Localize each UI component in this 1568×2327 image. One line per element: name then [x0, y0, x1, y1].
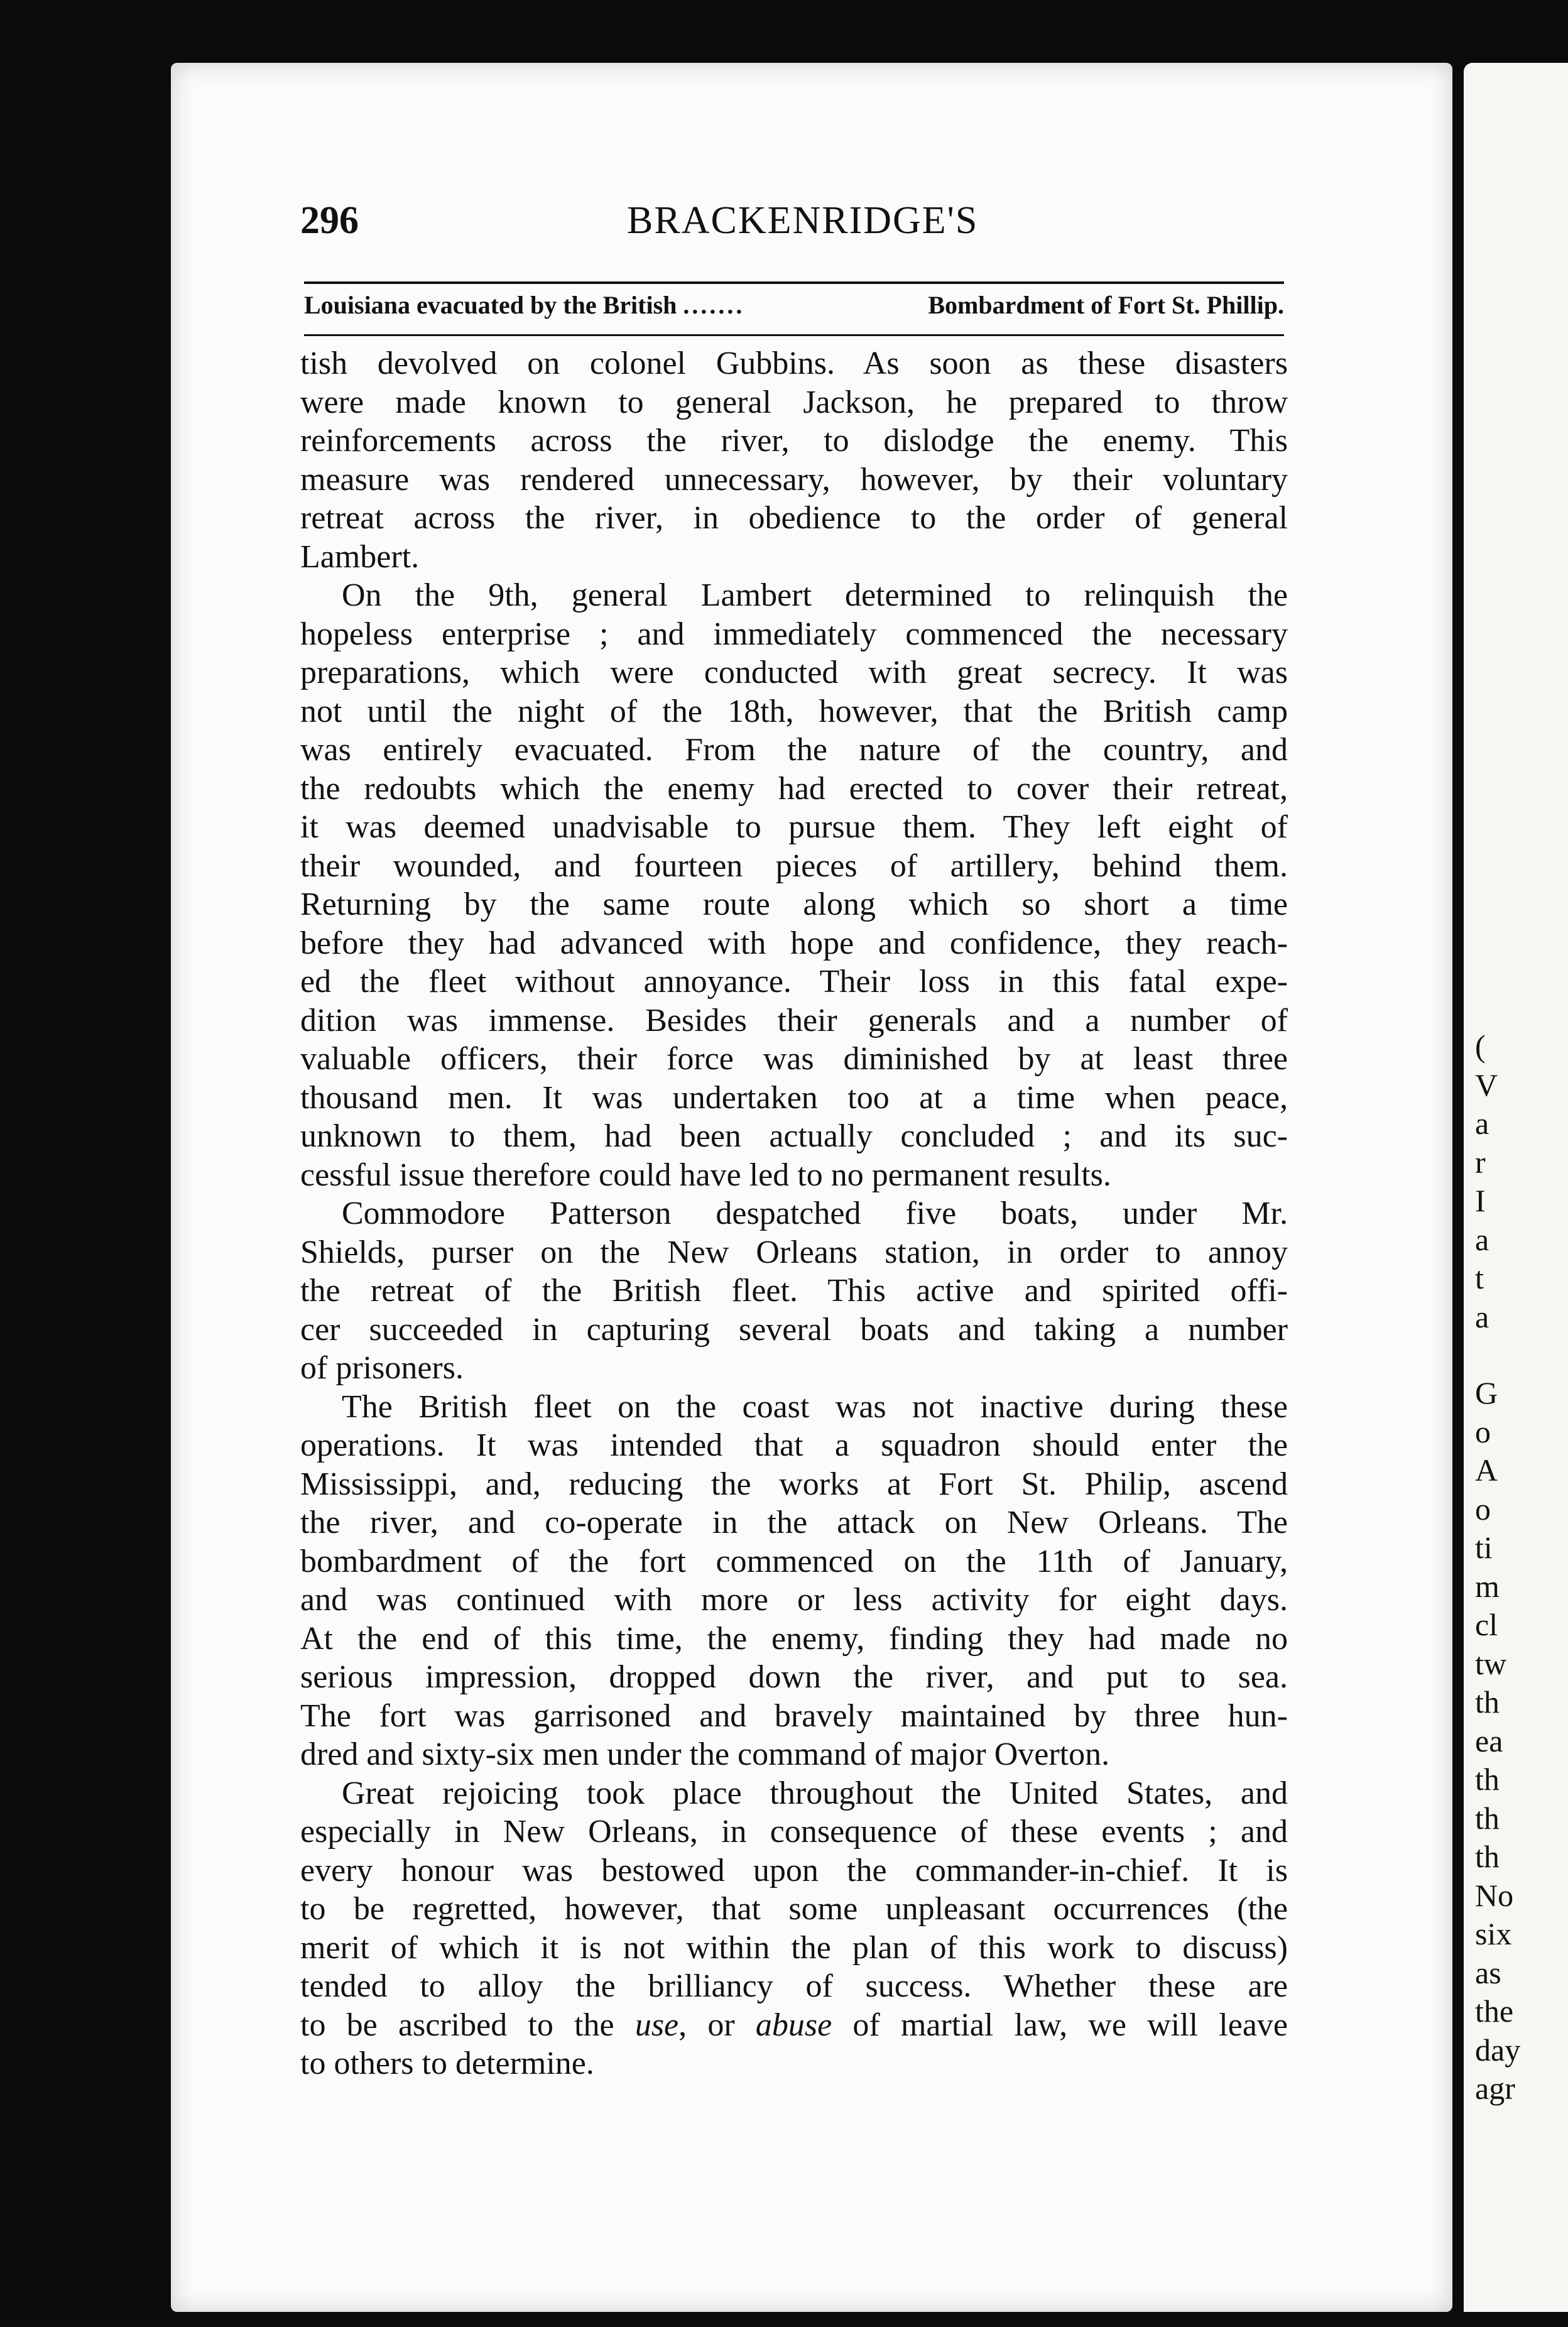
- text-line: reinforcements across the river, to dislodge the enemy. This: [300, 423, 1288, 459]
- adjacent-page-fragment: tw: [1475, 1645, 1506, 1681]
- text-line: were made known to general Jackson, he prepared to throw: [300, 384, 1288, 420]
- text-line: Returning by the same route along which so short a time: [300, 886, 1288, 922]
- adjacent-page-fragment: No: [1475, 1877, 1514, 1913]
- text-line: especially in New Orleans, in consequence of these events ; and: [300, 1814, 1288, 1850]
- header-rule-top: [304, 281, 1284, 284]
- text-line: tended to alloy the brilliancy of success. Whether these are: [300, 1968, 1288, 2004]
- text-line: before they had advanced with hope and confidence, they reach-: [300, 925, 1288, 961]
- page-number: 296: [300, 199, 359, 242]
- text-line: preparations, which were conducted with great secrecy. It was: [300, 655, 1288, 690]
- text-line: merit of which it is not within the plan of this work to discuss): [300, 1929, 1288, 1966]
- adjacent-page-fragment: a: [1475, 1299, 1489, 1334]
- body-text: [300, 344, 1288, 2083]
- running-title: BRACKENRIDGE'S: [627, 199, 979, 242]
- text-line: the redoubts which the enemy had erected to cover their retreat,: [300, 770, 1288, 807]
- text-line: the river, and co-operate in the attack on New Orleans. The: [300, 1505, 1288, 1540]
- text-line: cessful issue therefore could have led to no permanent results.: [300, 1157, 1111, 1193]
- page-header: [300, 199, 1287, 249]
- adjacent-page-fragment: m: [1475, 1568, 1500, 1604]
- text-line: valuable officers, their force was diminished by at least three: [300, 1041, 1288, 1077]
- adjacent-page-fragment: G: [1475, 1375, 1498, 1410]
- text-line: of prisoners.: [300, 1350, 464, 1386]
- adjacent-page-fragment: agr: [1475, 2071, 1515, 2106]
- text-line: ed the fleet without annoyance. Their loss in this fatal expe-: [300, 964, 1288, 1000]
- adjacent-page-fragment: o: [1475, 1414, 1491, 1449]
- text-line: unknown to them, had been actually concluded ; and its suc-: [300, 1118, 1288, 1154]
- text-line: measure was rendered unnecessary, however, by their voluntary: [300, 461, 1288, 498]
- text-line: thousand men. It was undertaken too at a time when peace,: [300, 1079, 1288, 1116]
- adjacent-page-edge: [1464, 63, 1568, 2312]
- header-rule-bottom: [304, 334, 1284, 336]
- adjacent-page-fragment: ti: [1475, 1530, 1493, 1565]
- text-line: On the 9th, general Lambert determined to relinquish the: [342, 577, 1288, 613]
- text-line: was entirely evacuated. From the nature of the country, and: [300, 732, 1288, 768]
- text-line: serious impression, dropped down the river, and put to sea.: [300, 1659, 1288, 1695]
- adjacent-page-fragment: I: [1475, 1183, 1486, 1218]
- headline-left: Louisiana evacuated by the British: [304, 291, 677, 319]
- text-line: not until the night of the 18th, however, that the British camp: [300, 693, 1288, 729]
- adjacent-page-fragment: six: [1475, 1916, 1512, 1951]
- adjacent-page-fragment: ea: [1475, 1723, 1503, 1758]
- text-line: retreat across the river, in obedience to the order of general: [300, 500, 1288, 536]
- adjacent-page-fragment: day: [1475, 2032, 1521, 2068]
- text-line: dition was immense. Besides their generals and a number of: [300, 1002, 1288, 1038]
- text-line: Mississippi, and, reducing the works at Fort St. Philip, ascend: [300, 1466, 1288, 1502]
- text-line: Commodore Patterson despatched five boats, under Mr.: [342, 1196, 1288, 1231]
- text-line: to others to determine.: [300, 2046, 594, 2081]
- text-line: At the end of this time, the enemy, finding they had made no: [300, 1620, 1288, 1657]
- adjacent-page-fragment: (: [1475, 1028, 1486, 1064]
- headline-dots: .......: [683, 291, 745, 319]
- adjacent-page-fragment: A: [1475, 1452, 1498, 1488]
- text-line: to be ascribed to the use, or abuse of martial law, we will leave: [300, 2007, 1288, 2043]
- adjacent-page-fragment: th: [1475, 1684, 1500, 1719]
- adjacent-page-fragment: r: [1475, 1144, 1486, 1180]
- text-line: bombardment of the fort commenced on the 11th of January,: [300, 1543, 1288, 1579]
- headline-right: Bombardment of Fort St. Phillip.: [928, 291, 1284, 319]
- text-line: it was deemed unadvisable to pursue them. They left eight of: [300, 809, 1288, 845]
- text-line: hopeless enterprise ; and immediately commenced the necessary: [300, 616, 1288, 652]
- adjacent-page-fragment: V: [1475, 1067, 1498, 1103]
- text-line: the retreat of the British fleet. This active and spirited offi-: [300, 1273, 1288, 1309]
- text-line: The British fleet on the coast was not inactive during these: [342, 1388, 1288, 1425]
- text-line: cer succeeded in capturing several boats and taking a number: [300, 1311, 1288, 1348]
- text-line: operations. It was intended that a squadron should enter the: [300, 1427, 1288, 1463]
- text-line: their wounded, and fourteen pieces of artillery, behind them.: [300, 847, 1288, 884]
- text-line: to be regretted, however, that some unpleasant occurrences (the: [300, 1891, 1288, 1927]
- adjacent-page-fragment: th: [1475, 1800, 1500, 1836]
- text-line: and was continued with more or less activity for eight days.: [300, 1582, 1288, 1618]
- text-line: tish devolved on colonel Gubbins. As soon as these disasters: [300, 346, 1288, 381]
- adjacent-page-fragment: cl: [1475, 1607, 1498, 1642]
- text-line: Shields, purser on the New Orleans station, in order to annoy: [300, 1234, 1288, 1270]
- text-line: The fort was garrisoned and bravely maintained by three hun-: [300, 1698, 1288, 1734]
- text-line: dred and sixty-six men under the command of major Overton.: [300, 1736, 1110, 1772]
- page-headline: [304, 290, 1284, 320]
- adjacent-page-fragment: th: [1475, 1839, 1500, 1874]
- adjacent-page-fragment: a: [1475, 1106, 1489, 1141]
- text-line: Great rejoicing took place throughout the United States, and: [342, 1775, 1288, 1811]
- adjacent-page-fragment: o: [1475, 1491, 1491, 1527]
- adjacent-page-fragment: as: [1475, 1954, 1501, 1990]
- text-line: Lambert.: [300, 538, 420, 575]
- adjacent-page-fragment: a: [1475, 1221, 1489, 1257]
- adjacent-page-fragment: t: [1475, 1260, 1484, 1295]
- adjacent-page-fragment: th: [1475, 1762, 1500, 1797]
- text-line: every honour was bestowed upon the commander-in-chief. It is: [300, 1852, 1288, 1888]
- adjacent-page-fragment: the: [1475, 1993, 1514, 2029]
